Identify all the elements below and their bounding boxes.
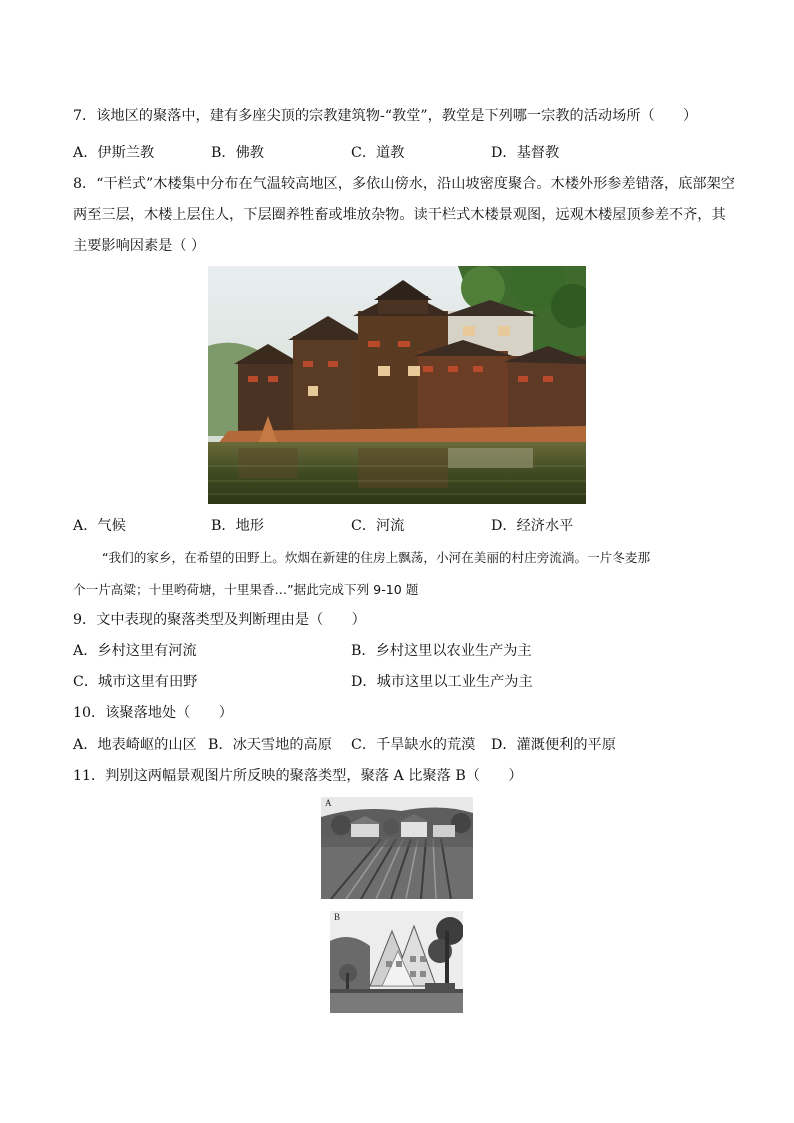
q7-option-d: D．基督教 — [491, 145, 560, 161]
q9-option-a: A．乡村这里有河流 — [73, 643, 197, 659]
q7-option-c: C．道教 — [351, 145, 405, 161]
q8-option-a: A．气候 — [73, 518, 126, 534]
settlement-a-photo — [321, 797, 473, 899]
passage-line-1: “我们的家乡，在希望的田野上。炊烟在新建的住房上飘荡，小河在美丽的村庄旁流淌。一片冬麦那 — [102, 550, 651, 565]
q8-option-c: C．河流 — [351, 518, 405, 534]
q7-option-a: A．伊斯兰教 — [73, 145, 155, 161]
q9-stem: 9．文中表现的聚落类型及判断理由是（ ） — [73, 612, 366, 628]
settlement-b-photo — [330, 911, 463, 1013]
q8-option-b: B．地形 — [211, 518, 264, 534]
q9-option-c: C．城市这里有田野 — [73, 674, 198, 690]
passage-line-2: 个一片高粱；十里哟荷塘，十里果香…”据此完成下列 9-10 题 — [73, 582, 419, 597]
q10-option-c: C．千旱缺水的荒漠 — [351, 737, 476, 753]
q9-option-b: B．乡村这里以农业生产为主 — [351, 643, 532, 659]
q8-option-d: D．经济水平 — [491, 518, 574, 534]
q8-stem-line-2: 两至三层，木楼上层住人，下层圈养牲畜或堆放杂物。读干栏式木楼景观图，远观木楼屋顶参差不齐，其 — [73, 207, 726, 223]
q7-stem: 7．该地区的聚落中，建有多座尖顶的宗教建筑物-“教堂”，教堂是下列哪一宗教的活动场所（ ） — [73, 108, 698, 124]
q7-option-b: B．佛教 — [211, 145, 264, 161]
photo-a-label: A — [325, 798, 332, 808]
q10-option-a: A．地表崎岖的山区 — [73, 737, 197, 753]
q8-stem-line-1: 8．“干栏式”木楼集中分布在气温较高地区，多依山傍水，沿山坡密度聚合。木楼外形参差错落，底部架空 — [73, 176, 735, 192]
q8-stem-line-3: 主要影响因素是（ ） — [73, 238, 206, 254]
q10-option-d: D．灌溉便利的平原 — [491, 737, 616, 753]
q10-stem: 10．该聚落地处（ ） — [73, 705, 233, 721]
q10-option-b: B．冰天雪地的高原 — [208, 737, 332, 753]
q11-stem: 11．判别这两幅景观图片所反映的聚落类型，聚落 A 比聚落 B（ ） — [73, 768, 523, 784]
stilt-house-photo — [208, 266, 586, 504]
q9-option-d: D．城市这里以工业生产为主 — [351, 674, 533, 690]
photo-b-label: B — [334, 912, 341, 922]
